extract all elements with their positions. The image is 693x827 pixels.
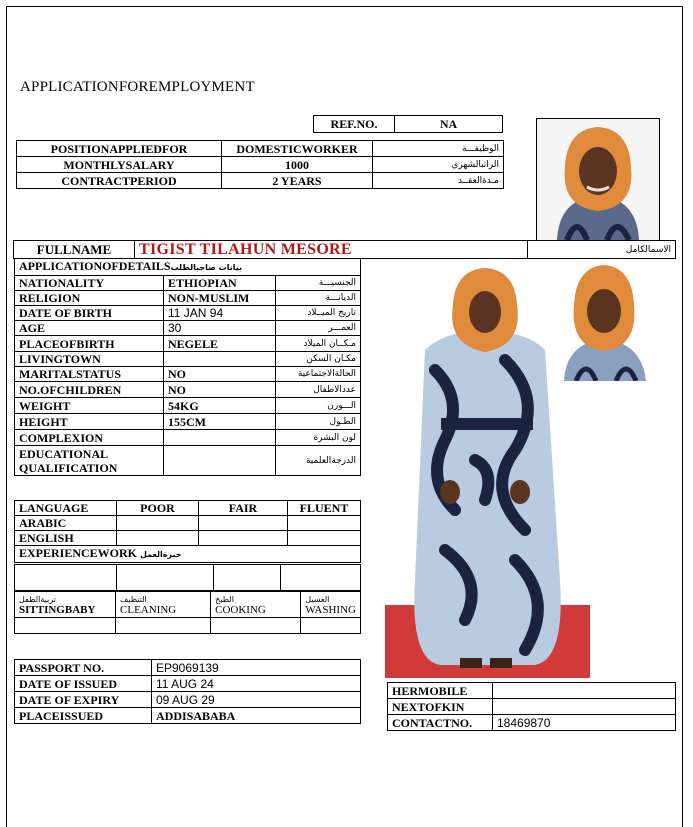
details-header-arabic: بيانات صاحبالطلب: [170, 263, 242, 272]
detail-label: MARITALSTATUS: [15, 367, 164, 382]
passport-value: 09 AUG 29: [152, 692, 361, 708]
skill-cell: [15, 592, 116, 618]
form-title: APPLICATIONFOREMPLOYMENT: [20, 79, 255, 95]
skill-arabic: الغسيل: [305, 594, 330, 604]
detail-label: EDUCATIONAL QUALIFICATION: [15, 446, 164, 476]
detail-arabic: العمـــر: [276, 321, 361, 336]
salary-value: 1000: [222, 157, 373, 173]
detail-arabic: الـــوزن: [276, 398, 361, 414]
language-header: POOR: [117, 501, 199, 516]
detail-arabic: تاريخ الميــلاد: [276, 306, 361, 321]
fullname-table: [13, 240, 676, 259]
contact-label: NEXTOFKIN: [388, 699, 493, 715]
detail-arabic: عددالاطفال: [276, 382, 361, 398]
skill-english: WASHING: [305, 603, 356, 616]
detail-arabic: لون البشرة: [276, 430, 361, 446]
passport-label: PASSPORT NO.: [15, 660, 152, 676]
language-row-label: ENGLISH: [15, 531, 117, 546]
detail-arabic: مـكــان الميلاد: [276, 336, 361, 352]
detail-value: 30: [164, 321, 276, 336]
position-arabic: الوظيفـــة: [373, 141, 504, 157]
detail-arabic: مكـان السكن: [276, 352, 361, 367]
language-header: LANGUAGE: [15, 501, 117, 516]
detail-arabic: الحالةالاجتماعية: [276, 367, 361, 382]
detail-label: WEIGHT: [15, 398, 164, 414]
detail-label: AGE: [15, 321, 164, 336]
detail-arabic: الطـول: [276, 414, 361, 430]
detail-value: [164, 352, 276, 367]
details-table: [14, 258, 361, 476]
detail-label: COMPLEXION: [15, 430, 164, 446]
salary-label: MONTHLYSALARY: [17, 157, 222, 173]
ref-label: REF.NO.: [314, 116, 395, 133]
detail-arabic: الجنسيـــة: [276, 276, 361, 291]
language-header: FLUENT: [288, 501, 361, 516]
detail-value: [164, 446, 276, 476]
contact-label: CONTACTNO.: [388, 715, 493, 731]
detail-label: RELIGION: [15, 291, 164, 306]
skills-table: [14, 591, 361, 634]
position-table: [16, 140, 504, 189]
detail-label: NO.OFCHILDREN: [15, 382, 164, 398]
detail-label: LIVINGTOWN: [15, 352, 164, 367]
experience-label: EXPERIENCEWORK: [19, 546, 138, 560]
skill-cell: [116, 592, 211, 618]
passport-value: EP9069139: [152, 660, 361, 676]
fullname-arabic: الاسمالكامل: [528, 241, 676, 259]
detail-value: NO: [164, 382, 276, 398]
ref-value: NA: [395, 116, 503, 133]
skill-arabic: الطبخ: [215, 594, 234, 604]
fullname-value: TIGIST TILAHUN MESORE: [139, 240, 352, 258]
experience-blank-table: [14, 564, 361, 591]
position-label: POSITIONAPPLIEDFOR: [17, 141, 222, 157]
salary-arabic: الراتبالشهري: [373, 157, 504, 173]
detail-value: NO: [164, 367, 276, 382]
contact-value: [493, 683, 676, 699]
detail-value: NON-MUSLIM: [164, 291, 276, 306]
detail-arabic: الديانـــة: [276, 291, 361, 306]
contract-arabic: مـدةالعقــد: [373, 173, 504, 189]
passport-label: DATE OF ISSUED: [15, 676, 152, 692]
passport-label: DATE OF EXPIRY: [15, 692, 152, 708]
details-header-label: APPLICATIONOFDETAILS: [19, 259, 171, 273]
detail-value: ETHIOPIAN: [164, 276, 276, 291]
language-header: FAIR: [199, 501, 288, 516]
ref-table: [313, 115, 503, 133]
portrait-photo-top: [536, 118, 660, 241]
fullname-label: FULLNAME: [14, 241, 135, 259]
contract-value: 2 YEARS: [222, 173, 373, 189]
position-value: DOMESTICWORKER: [222, 141, 373, 157]
detail-value: [164, 430, 276, 446]
passport-value: 11 AUG 24: [152, 676, 361, 692]
language-table: [14, 500, 361, 563]
detail-value: NEGELE: [164, 336, 276, 352]
passport-value: ADDISABABA: [152, 708, 361, 724]
detail-value: 155CM: [164, 414, 276, 430]
detail-label: NATIONALITY: [15, 276, 164, 291]
experience-header: [15, 546, 361, 563]
detail-label: PLACEOFBIRTH: [15, 336, 164, 352]
skill-arabic: تربيةالطفل: [19, 595, 56, 604]
experience-arabic: خبرةالعمل: [140, 550, 182, 559]
contact-label: HERMOBILE: [388, 683, 493, 699]
details-header: [15, 259, 361, 276]
detail-arabic: الدرجةالعلمية: [276, 446, 361, 476]
detail-label: DATE OF BIRTH: [15, 306, 164, 321]
contract-label: CONTRACTPERIOD: [17, 173, 222, 189]
passport-table: [14, 659, 361, 724]
detail-value: 11 JAN 94: [164, 306, 276, 321]
skill-cell: [211, 592, 301, 618]
contact-table: [387, 682, 676, 731]
skill-english: COOKING: [215, 603, 266, 616]
skill-english: SITTINGBABY: [19, 604, 96, 616]
contact-value: 18469870: [493, 715, 676, 731]
detail-label: HEIGHT: [15, 414, 164, 430]
skill-cell: [301, 592, 361, 618]
skill-english: CLEANING: [120, 603, 177, 616]
skill-arabic: التنظيف: [120, 594, 147, 604]
contact-value: [493, 699, 676, 715]
detail-value: 54KG: [164, 398, 276, 414]
portrait-photo-side: [556, 261, 653, 381]
passport-label: PLACEISSUED: [15, 708, 152, 724]
language-row-label: ARABIC: [15, 516, 117, 531]
